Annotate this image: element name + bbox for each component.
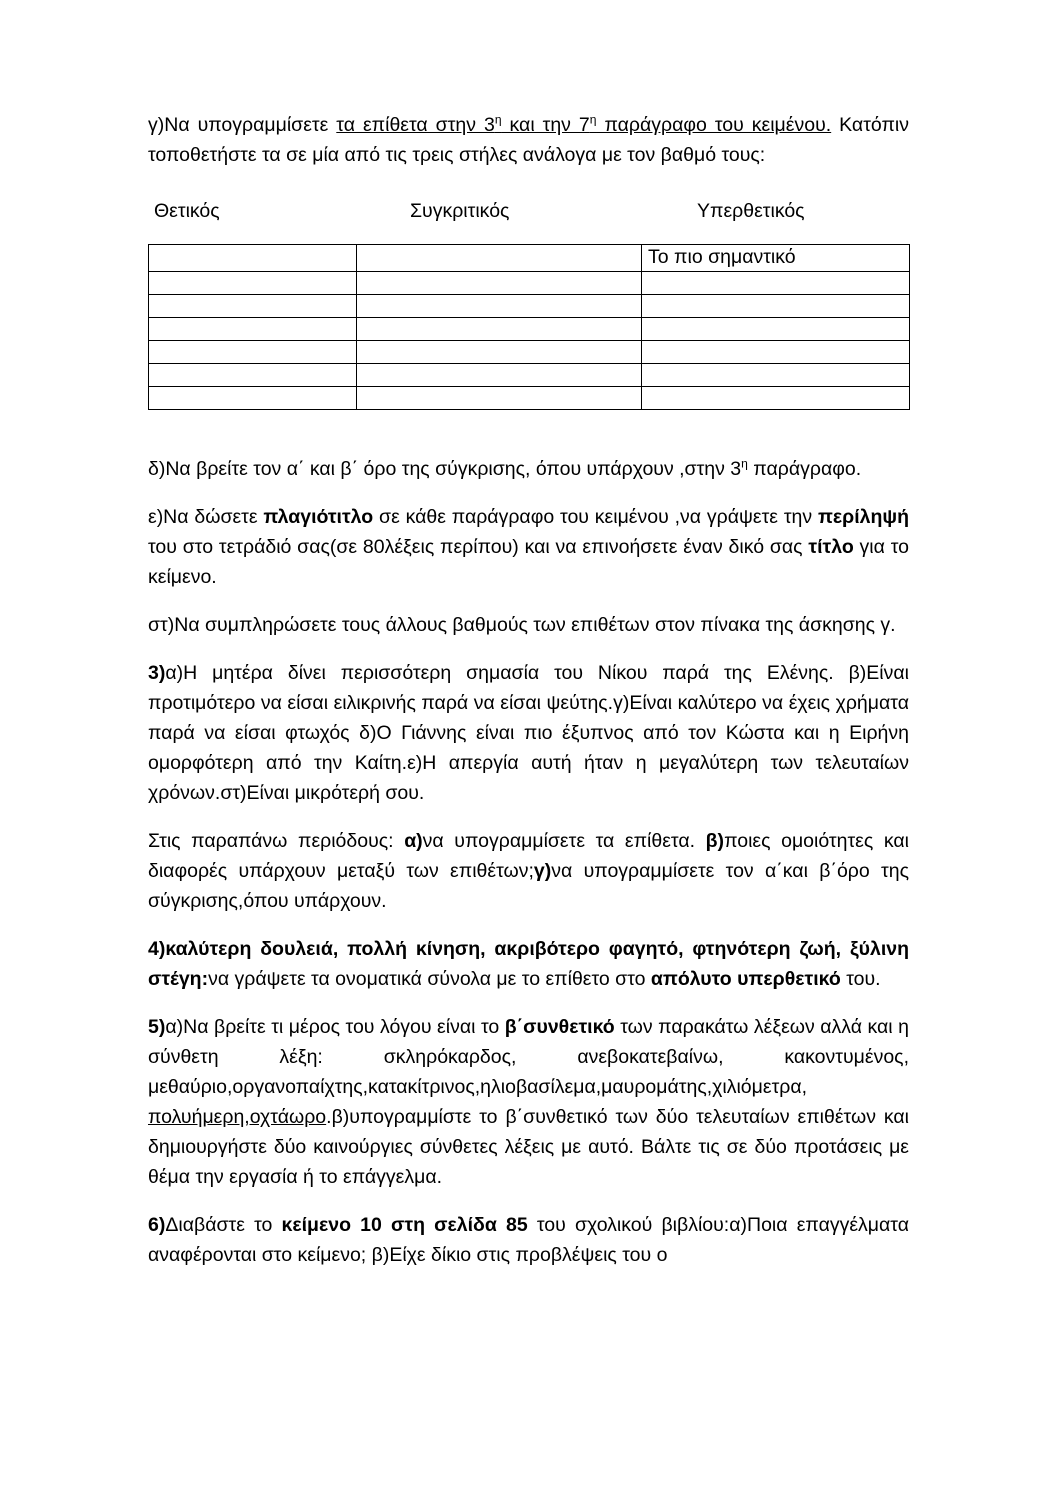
exercise-gamma-intro: γ)Να υπογραμμίσετε (148, 114, 337, 136)
exercise-gamma-sup-b: η (589, 112, 597, 127)
table-row (149, 295, 910, 318)
exercise-delta-sup: η (741, 456, 748, 471)
table-cell[interactable] (357, 272, 642, 295)
table-cell[interactable] (149, 364, 357, 387)
exercise-delta-text-post: παράγραφο. (747, 458, 862, 480)
exercise-6-b2: κείμενο 10 στη σελίδα 85 (281, 1214, 528, 1236)
table-column-headings (148, 196, 909, 230)
table-cell[interactable] (149, 387, 357, 410)
table-cell[interactable] (357, 295, 642, 318)
exercise-6-paragraph (148, 1210, 909, 1270)
exercise-5-t1: α)Να βρείτε τι μέρος του λόγου είναι το (165, 1016, 505, 1038)
exercise-epsilon-paragraph (148, 502, 909, 592)
document-body (148, 110, 909, 1288)
exercise-4-b1: 4)καλύτερη δουλειά, πολλή κίνηση, ακριβότερο φαγητό, φτηνότερη ζωή, ξύλινη στέγη: (148, 938, 909, 990)
exercise-epsilon-t1: ε)Να δώσετε (148, 506, 264, 528)
table-cell[interactable] (642, 272, 910, 295)
exercise-4-t2: του. (840, 968, 881, 990)
table-row (149, 272, 910, 295)
adjective-degrees-table (148, 244, 910, 410)
exercise-5-t2: των παρακάτω λέξεων αλλά και η σύνθετη λέξη: σκληρόκαρδος, ανεβοκατεβαίνω, κακοντυμένος, μεθαύριο,οργανοπαίχτης,κατακίτρινος,ηλιοβασίλεμα,μαυρομάτης,χιλιόμετρα, (148, 1016, 909, 1098)
exercise-5-underlined-words: πολυήμερη,οχτάωρο (148, 1106, 327, 1128)
table-cell[interactable] (149, 295, 357, 318)
exercise-5-t3: .β)υπογραμμίστε το β΄συνθετικό των δύο τελευταίων επιθέτων και δημιουργήστε δύο καινούργιες σύνθετες λέξεις με αυτό. Βάλτε τις σε δύο προτάσεις με θέμα την εργασία ή το επάγγελμα. (148, 1106, 909, 1188)
table-cell[interactable] (149, 341, 357, 364)
exercise-stigma-paragraph: στ)Να συμπληρώσετε τους άλλους βαθμούς των επιθέτων στον πίνακα της άσκησης γ. (148, 614, 896, 636)
exercise-4-b2: απόλυτο υπερθετικό (650, 968, 841, 990)
exercise-3-followup-paragraph (148, 826, 909, 916)
exercise-3-text: α)Η μητέρα δίνει περισσότερη σημασία του Νίκου παρά της Ελένης. β)Είναι προτιμότερο να είσαι ειλικρινής παρά να είσαι ψεύτης.γ)Είναι καλύτερο να έχεις χρήματα παρά να είσαι φτωχός δ)Ο Γιάννης είναι πιο έξυπνος από τον Κώστα και η Ειρήνη ομορφότερη από την Καίτη.ε)Η απεργία αυτή ήταν η μεγαλύτερη των τελευταίων χρόνων.στ)Είναι μικρότερή σου. (148, 662, 909, 804)
table-cell[interactable] (149, 318, 357, 341)
table-cell[interactable] (357, 364, 642, 387)
exercise-5-number: 5) (148, 1016, 166, 1038)
exercise-delta-paragraph (148, 454, 909, 484)
exercise-6-number: 6) (148, 1214, 166, 1236)
exercise-6-t1: Διαβάστε το (165, 1214, 282, 1236)
table-cell[interactable] (357, 245, 642, 272)
table-cell[interactable] (642, 318, 910, 341)
exercise-3-followup-t2: να υπογραμμίσετε τα επίθετα. (422, 830, 706, 852)
exercise-3-followup-b1: α) (404, 830, 423, 852)
table-cell[interactable] (642, 364, 910, 387)
table-cell[interactable] (357, 318, 642, 341)
table-row (149, 318, 910, 341)
table-cell[interactable] (357, 341, 642, 364)
exercise-epsilon-b2: περίληψή (817, 506, 909, 528)
table-cell[interactable]: Το πιο σημαντικό (642, 245, 910, 272)
exercise-3-followup-t1: Στις παραπάνω περιόδους: (148, 830, 405, 852)
exercise-gamma-underlined-a: τα επίθετα στην 3 (336, 114, 495, 136)
table-row (149, 387, 910, 410)
table-cell[interactable] (149, 245, 357, 272)
column-heading-comparative: Συγκριτικός (410, 200, 510, 222)
exercise-epsilon-b1: πλαγιότιτλο (263, 506, 374, 528)
table-cell[interactable] (642, 387, 910, 410)
table-row (149, 341, 910, 364)
exercise-5-b2: β΄συνθετικό (504, 1016, 615, 1038)
exercise-gamma-sup-a: η (494, 112, 502, 127)
exercise-delta-text-pre: δ)Να βρείτε τον α΄ και β΄ όρο της σύγκρισης, όπου υπάρχουν ,στην 3 (148, 458, 742, 480)
exercise-4-paragraph (148, 934, 909, 994)
exercise-epsilon-t2: σε κάθε παράγραφο του κειμένου ,να γράψετε την (373, 506, 818, 528)
exercise-6-t2: του σχολικού βιβλίου:α)Ποια επαγγέλματα αναφέρονται στο κείμενο; β)Είχε δίκιο στις προβλέψεις του ο (148, 1214, 909, 1266)
exercise-gamma-line2: Κατόπιν τοποθετήστε τα σε μία από τις τρεις στήλες ανάλογα με τον βαθμό τους: (148, 114, 910, 166)
table-row (149, 245, 910, 272)
table-cell[interactable] (357, 387, 642, 410)
column-heading-superlative: Υπερθετικός (697, 200, 805, 222)
table-cell[interactable] (642, 341, 910, 364)
table-cell[interactable] (149, 272, 357, 295)
table-bottom-spacer (148, 410, 909, 454)
exercise-epsilon-t3: του στο τετράδιό σας(σε 80λέξεις περίπου) και να επινοήσετε έναν δικό σας (148, 536, 809, 558)
table-cell[interactable] (642, 295, 910, 318)
exercise-5-paragraph (148, 1012, 909, 1192)
exercise-gamma-underlined-b: και την 7 (501, 114, 590, 136)
exercise-3-followup-b3: γ) (533, 860, 552, 882)
exercise-gamma-paragraph (148, 110, 909, 170)
table-row (149, 364, 910, 387)
exercise-3-followup-t3: ποιες ομοιότητες και διαφορές υπάρχουν μεταξύ των επιθέτων; (148, 830, 909, 882)
column-heading-positive: Θετικός (154, 200, 220, 222)
exercise-3-followup-t4: να υπογραμμίσετε τον α΄και β΄όρο της σύγκρισης,όπου υπάρχουν. (148, 860, 910, 912)
exercise-3-paragraph (148, 658, 909, 808)
exercise-epsilon-b3: τίτλο (808, 536, 854, 558)
exercise-epsilon-t4: για το κείμενο. (148, 536, 909, 588)
exercise-3-number: 3) (148, 662, 166, 684)
exercise-3-followup-b2: β) (705, 830, 725, 852)
exercise-gamma-underlined-c: παράγραφο του κειμένου. (596, 114, 832, 136)
exercise-4-t1: να γράψετε τα ονοματικά σύνολα με το επίθετο στο (208, 968, 651, 990)
exercise-gamma-underlined (336, 114, 831, 136)
